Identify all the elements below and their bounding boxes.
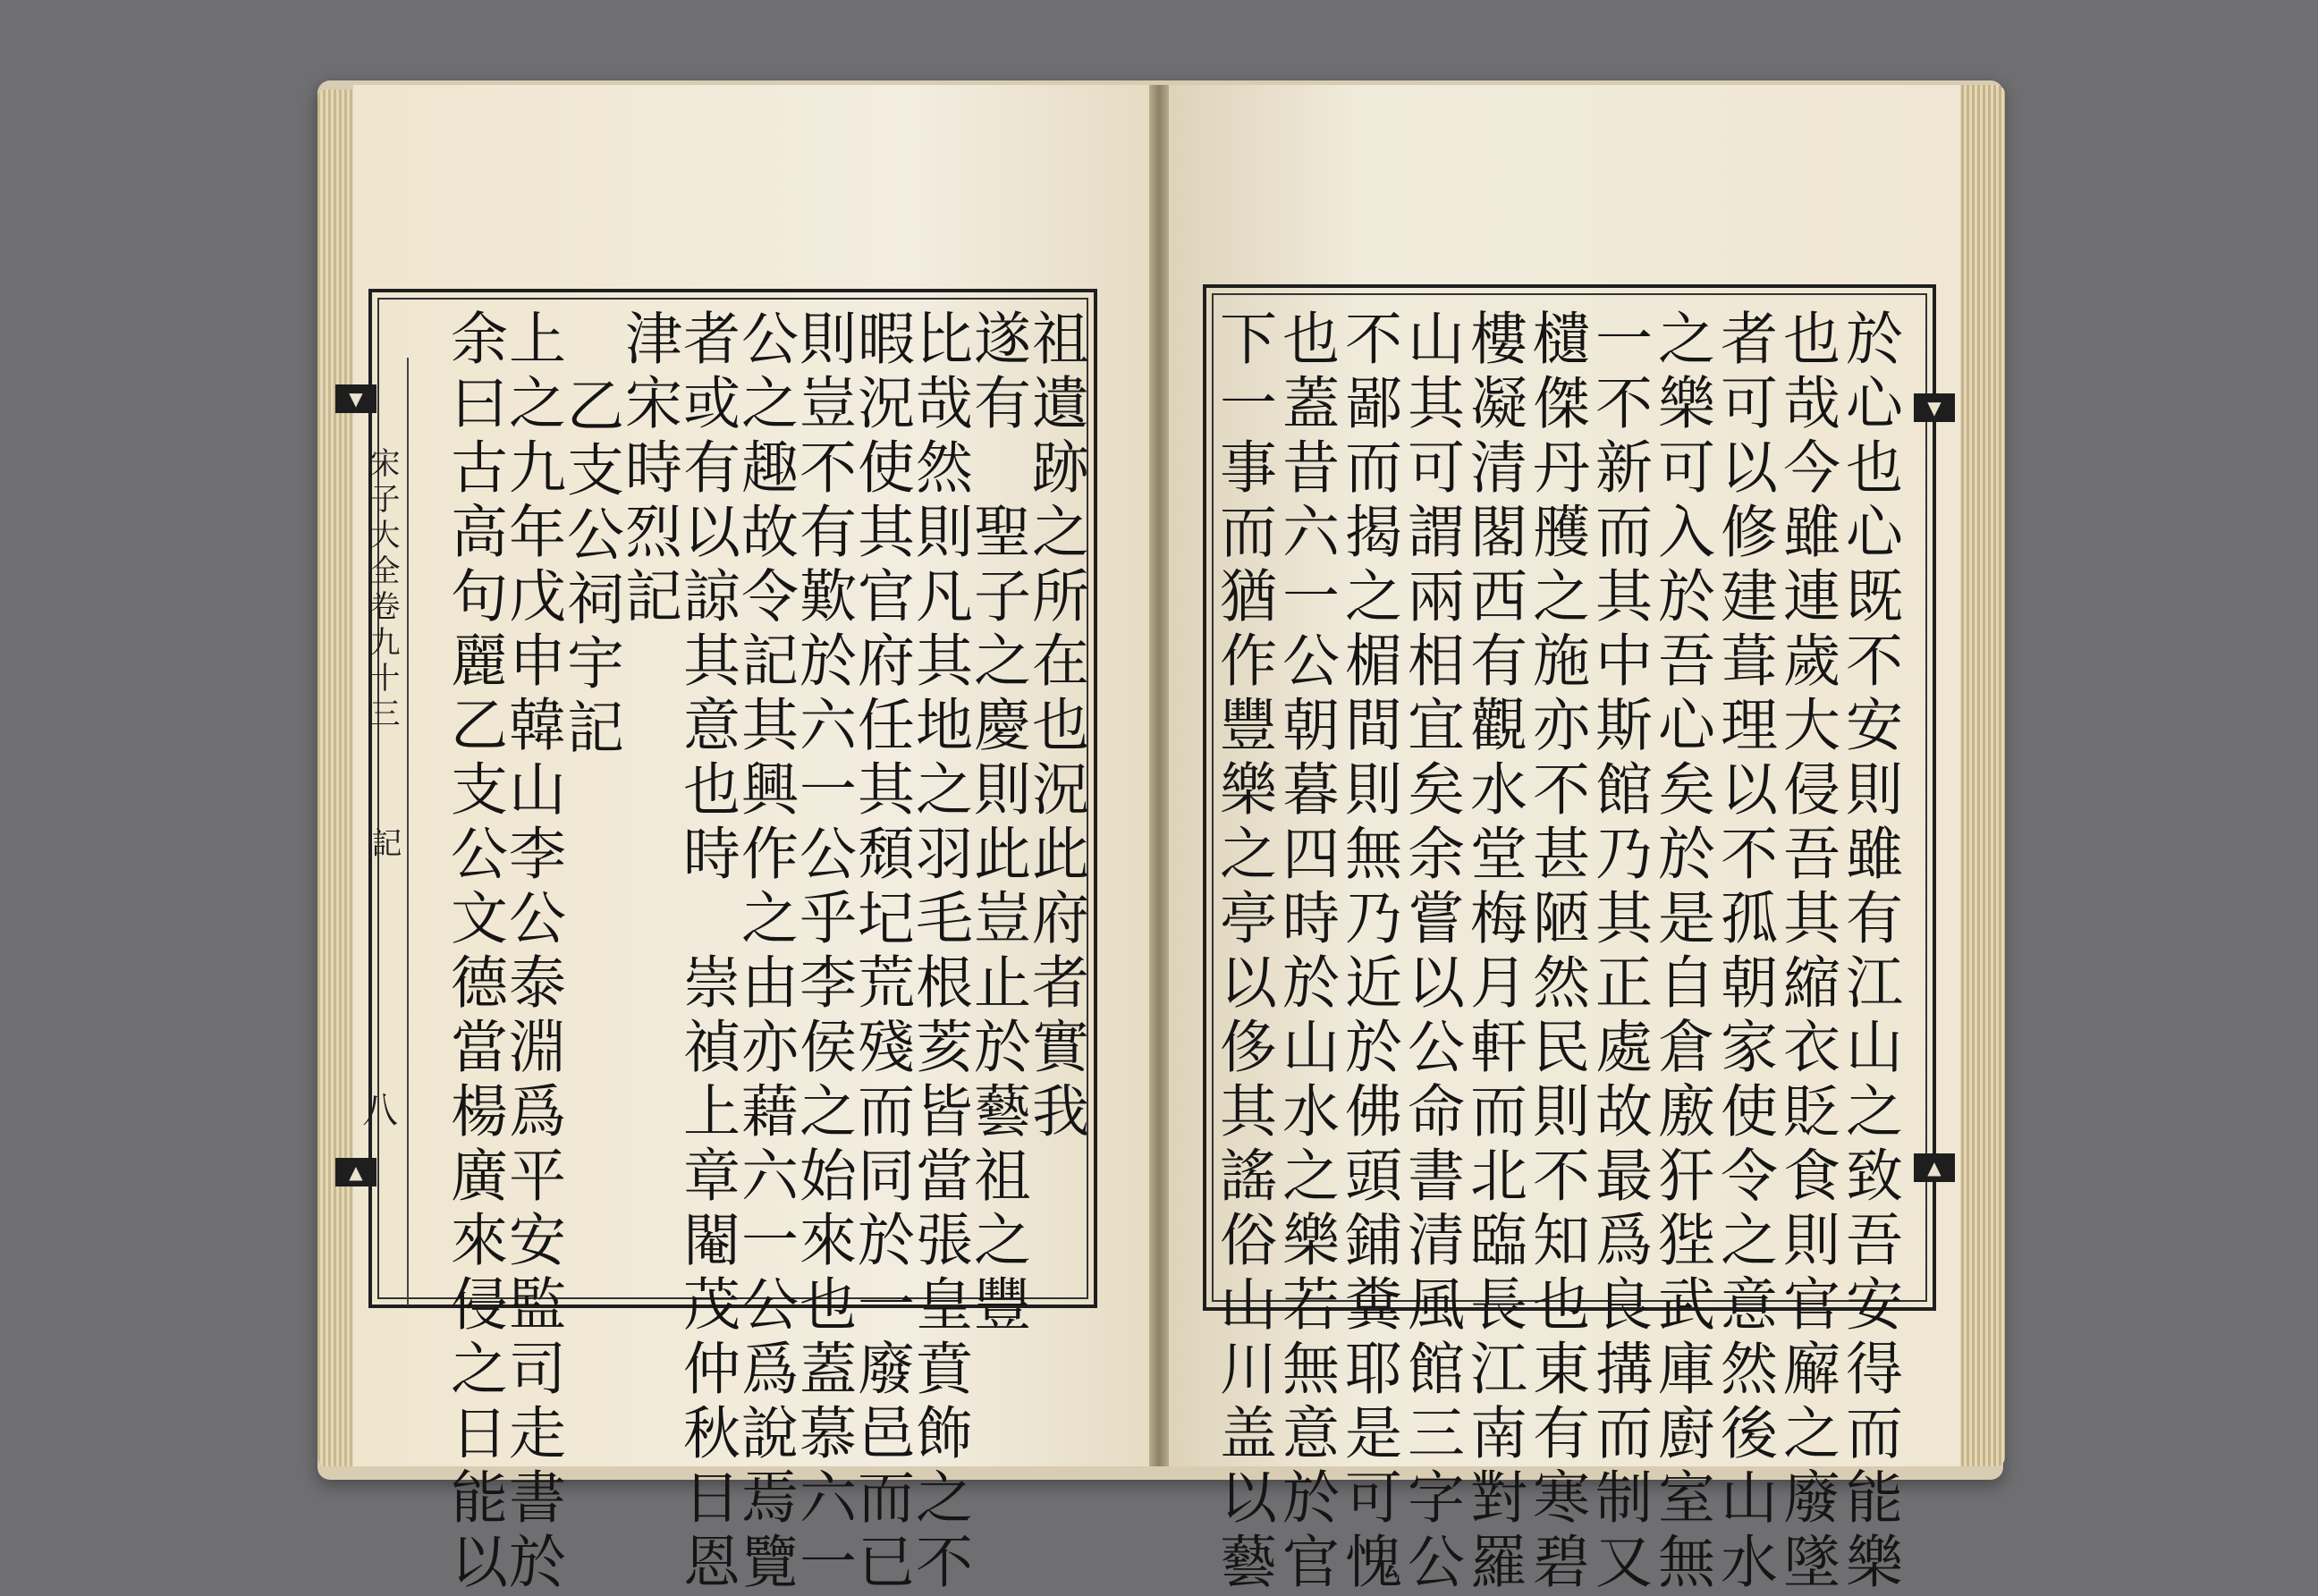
fishtail-mark-icon: ▲ [1914,1153,1955,1182]
text-column: 遂有 聖子之慶則此豈止於藝祖之豐 [964,308,1030,1338]
page-number: 八 [362,1090,398,1131]
text-column: 者可以修建葺理以不孤朝家使令之意然後山水 [1711,308,1777,1596]
text-column: 上之九年戊申韓山李公泰淵爲平安監司走書於 [499,308,565,1596]
section-heading: 乙支公祠宇記 [557,376,623,762]
text-column: 於心也心既不安則雖有江山之致吾安得而能樂 [1836,308,1902,1596]
text-column: 樓凝清閣西有觀水堂梅月軒而北臨長江南對羅 [1460,308,1527,1596]
text-column: 𣟧傑丹雘之施亦不甚陋然民則不知也東有寒碧 [1523,308,1589,1596]
text-column: 暇況使其官府任其頹圮荒殘而同於一廢邑而已 [848,308,914,1596]
fishtail-mark-icon: ▼ [1914,393,1955,422]
fishtail-mark-icon: ▼ [335,384,376,413]
text-column: 一不新而其中斯館乃其正處故最爲良搆而制又 [1586,308,1652,1596]
text-column: 山其可謂兩相宜矣余嘗以公命書清風館三字公 [1398,308,1464,1596]
text-column: 下一事而猶作豐樂之亭以侈其謠俗山川盖以藝 [1210,308,1276,1596]
text-column: 不鄙而揭之楣間則無乃近於佛頭鋪糞耶是可愧 [1335,308,1401,1596]
text-column: 余曰古高句麗乙支公文德當楊廣來侵之日能以 [441,308,507,1596]
page-edges-right [1958,85,2005,1466]
text-column: 公之趣故令記其興作之由亦藉六一公爲說焉覽 [732,308,798,1596]
book-gutter [1149,85,1169,1466]
text-column: 祖遺跡之所在也況此府者實我 [1022,308,1088,1145]
text-column: 津宋時烈記 [615,308,681,630]
margin-section: 記 [366,827,402,863]
fishtail-mark-icon: ▲ [335,1158,376,1186]
text-column: 之樂可入於吾心矣於是自倉廒犴狴武庫廚室無 [1648,308,1714,1596]
text-column: 也蓋昔六一公朝暮四時於山水之樂若無意於官 [1273,308,1339,1596]
text-column: 者或有以諒其意也時 崇禎上章閹茂仲秋日恩 [673,308,740,1596]
text-column: 也哉今雖連歲大侵吾其縮衣貶食則官廨之廢墜 [1773,308,1840,1596]
margin-title: 宋子大全卷九十三 [364,447,400,733]
text-column: 比哉然則凡其地之羽毛根荄皆當張皇賁飾之不 [906,308,972,1596]
margin-divider [407,358,409,1305]
text-column: 則豈不有歎於六一公乎李侯之始來也蓋慕六一 [790,308,856,1596]
